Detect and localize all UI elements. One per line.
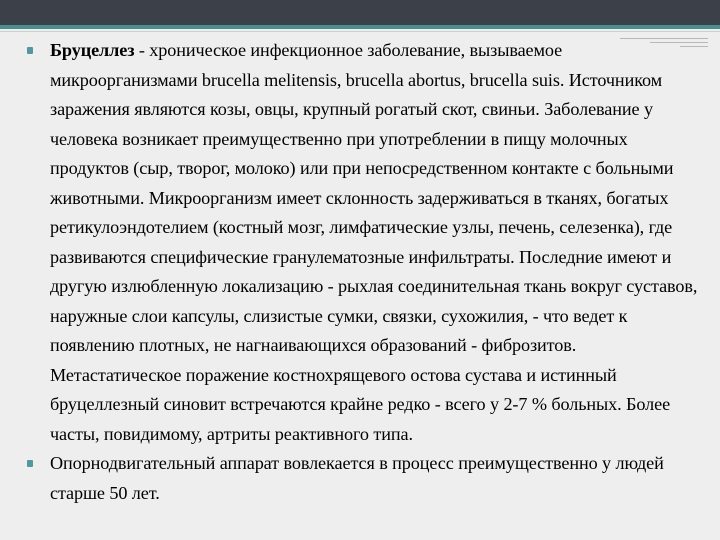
paragraph-text: - хроническое инфекционное заболевание, вызываемое микроорганизмами brucella melitensis, brucella abortus, brucella suis. Источником заражения являются козы, овцы, крупный рогатый скот, свиньи. Заболевание у человека возникает преимущественно при употреблении в пищу молочных продуктов (сыр, творог, молоко) или при непосредственном контакте с больными животными. Микроорганизм имеет склонность задерживаться в тканях, богатых ретикулоэндотелием (костный мозг, лимфатические узлы, печень, селезенка), где развиваются специфические гранулематозные инфильтраты. Последние имеют и другую излюбленную локализацию - рыхлая соединительная ткань вокруг суставов, наружные слои капсулы, слизистые сумки, связки, сухожилия, - что ведет к появлению плотных, не нагнаивающихся образований - фиброзитов. Метастатическое поражение костнохрящевого остова сустава и истинный бруцеллезный синовит встречаются крайне редко - всего у 2-7 % больных. Более часты, повидимому, артриты реактивного типа. (50, 40, 698, 444)
top-banner (0, 0, 720, 25)
term-brucellosis: Бруцеллез (50, 40, 135, 60)
slide-body (24, 36, 700, 508)
header-divider (0, 31, 720, 32)
paragraph-text: Опорнодвигательный аппарат вовлекается в процесс преимущественно у людей старше 50 лет. (50, 453, 664, 503)
bullet-paragraph-musculoskeletal (24, 449, 700, 508)
bullet-icon (27, 47, 33, 54)
bullet-icon (27, 460, 33, 467)
bullet-paragraph-brucellosis (24, 36, 700, 449)
accent-strip (0, 25, 720, 29)
